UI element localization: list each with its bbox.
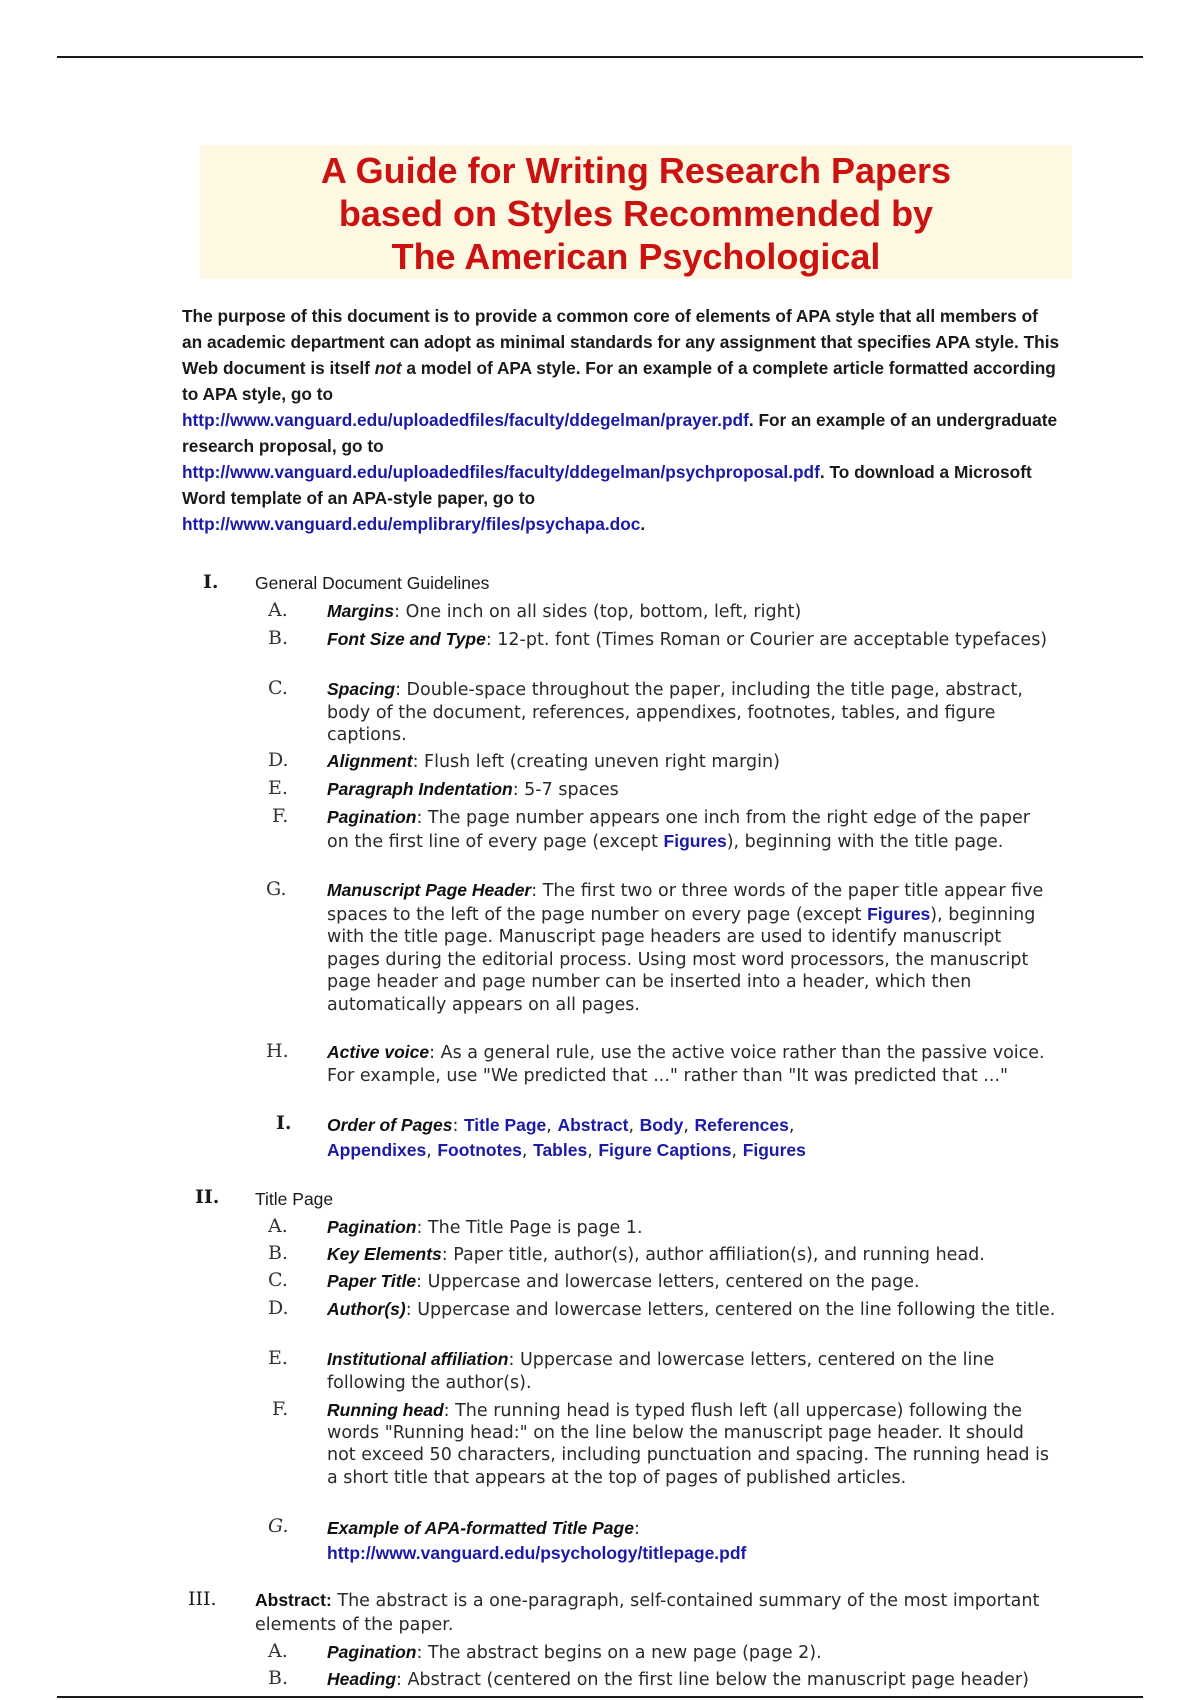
- list-item: Order of Pages: Title Page, Abstract, Body, References, Appendixes, Footnotes, Tables, Figure Captions, Figures: [327, 1115, 806, 1161]
- item-letter: A.: [268, 1215, 288, 1237]
- order-of-pages-link[interactable]: References: [694, 1115, 789, 1135]
- order-of-pages-link[interactable]: Body: [639, 1115, 684, 1135]
- list-item: Font Size and Type: 12-pt. font (Times Roman or Courier are acceptable typefaces): [327, 629, 1048, 650]
- section-title: Title Page: [255, 1189, 334, 1209]
- item-letter: B.: [268, 627, 289, 649]
- list-item: Manuscript Page Header: The first two or three words of the paper title appear five spaces to the left of the page number on every page (except Figures), beginning with the title page. Manuscript page headers are used to identify manuscript pages during the editorial process. Using most word processors, the manuscript page header and page number can be inserted into a header, which then automatically appears on all pages.: [327, 880, 1044, 1015]
- titlepage-pdf-link[interactable]: http://www.vanguard.edu/psychology/titlepage.pdf: [327, 1543, 747, 1563]
- item-letter: F.: [272, 805, 289, 827]
- item-letter: B.: [268, 1667, 289, 1689]
- prayer-pdf-link[interactable]: http://www.vanguard.edu/uploadedfiles/faculty/ddegelman/prayer.pdf: [182, 410, 749, 430]
- page-title-line-2: based on Styles Recommended by: [338, 193, 934, 234]
- item-letter: H.: [266, 1040, 289, 1062]
- item-letter: A.: [268, 1640, 288, 1662]
- order-of-pages-link[interactable]: Figure Captions: [598, 1140, 732, 1160]
- list-item: Alignment: Flush left (creating uneven right margin): [327, 751, 780, 772]
- order-of-pages-link[interactable]: Tables: [533, 1140, 588, 1160]
- order-of-pages-link[interactable]: Footnotes: [437, 1140, 522, 1160]
- item-letter: A.: [268, 599, 288, 621]
- item-letter: D.: [268, 749, 289, 771]
- order-of-pages-link[interactable]: Abstract: [557, 1115, 629, 1135]
- order-of-pages-link[interactable]: Appendixes: [327, 1140, 427, 1160]
- intro-paragraph: The purpose of this document is to provide a common core of elements of APA style that all members of an academic department can adopt as minimal standards for any assignment that specifies APA style. This Web document is itself not a model of APA style. For an example of a complete article formatted according to APA style, go to http://www.vanguard.edu/uploadedfiles/faculty/ddegelman/prayer.pdf. For an example of an undergraduate research proposal, go to http://www.vanguard.edu/uploadedfiles/faculty/ddegelman/psychproposal.pdf. To download a Microsoft Word template of an APA-style paper, go to http://www.vanguard.edu/emplibrary/files/psychapa.doc.: [182, 306, 1060, 534]
- section-number: II.: [195, 1186, 220, 1208]
- proposal-pdf-link[interactable]: http://www.vanguard.edu/uploadedfiles/faculty/ddegelman/psychproposal.pdf: [182, 462, 820, 482]
- list-item: Example of APA-formatted Title Page: http://www.vanguard.edu/psychology/titlepage.pdf: [327, 1518, 747, 1563]
- section-number: III.: [188, 1588, 217, 1610]
- list-item: Running head: The running head is typed flush left (all uppercase) following the words "Running head:" on the line below the manuscript page header. It should not exceed 50 characters, including punctuation and spacing. The running head is a short title that appears at the top of pages of published articles.: [327, 1400, 1050, 1488]
- item-letter: G.: [268, 1515, 289, 1537]
- section-title: General Document Guidelines: [255, 573, 490, 593]
- list-item: Paragraph Indentation: 5-7 spaces: [327, 779, 619, 800]
- list-item: Pagination: The Title Page is page 1.: [327, 1217, 643, 1238]
- item-letter: F.: [272, 1398, 289, 1420]
- list-item: Institutional affiliation: Uppercase and lowercase letters, centered on the line following the author(s).: [327, 1349, 995, 1393]
- list-item: Key Elements: Paper title, author(s), author affiliation(s), and running head.: [327, 1244, 985, 1265]
- list-item: Pagination: The abstract begins on a new page (page 2).: [327, 1642, 822, 1663]
- item-letter: G.: [266, 878, 287, 900]
- list-item: Paper Title: Uppercase and lowercase letters, centered on the page.: [327, 1271, 920, 1292]
- title-banner: [200, 145, 1072, 279]
- list-item: Heading: Abstract (centered on the first line below the manuscript page header): [327, 1669, 1029, 1690]
- top-rule: [57, 56, 1143, 58]
- list-item: Active voice: As a general rule, use the active voice rather than the passive voice. For example, use "We predicted that ..." rather than "It was predicted that ...": [327, 1042, 1045, 1086]
- list-item: Pagination: The page number appears one inch from the right edge of the paper on the first line of every page (except Figures), beginning with the title page.: [327, 807, 1030, 852]
- page-title-line-1: A Guide for Writing Research Papers: [320, 150, 952, 191]
- item-letter: B.: [268, 1242, 289, 1264]
- item-letter: D.: [268, 1297, 289, 1319]
- item-letter: C.: [268, 677, 288, 699]
- item-letter: E.: [268, 777, 288, 799]
- item-letter: I.: [276, 1112, 292, 1134]
- figures-link[interactable]: Figures: [867, 903, 931, 924]
- list-item: Spacing: Double-space throughout the paper, including the title page, abstract, body of the document, references, appendixes, footnotes, tables, and figure captions.: [327, 679, 1023, 745]
- bottom-rule: [57, 1696, 1143, 1698]
- template-doc-link[interactable]: http://www.vanguard.edu/emplibrary/files/psychapa.doc: [182, 514, 641, 534]
- order-of-pages-link[interactable]: Figures: [742, 1140, 806, 1160]
- list-item: Author(s): Uppercase and lowercase letters, centered on the line following the title.: [327, 1299, 1056, 1320]
- section-number: I.: [203, 571, 219, 593]
- figures-link[interactable]: Figures: [663, 830, 727, 851]
- abstract-paragraph: Abstract: The abstract is a one-paragraph, self-contained summary of the most important elements of the paper.: [255, 1590, 1040, 1635]
- item-letter: E.: [268, 1347, 288, 1369]
- list-item: Margins: One inch on all sides (top, bottom, left, right): [327, 601, 802, 622]
- order-of-pages-link[interactable]: Title Page: [463, 1115, 547, 1135]
- page-title-line-3: The American Psychological: [391, 236, 881, 277]
- item-letter: C.: [268, 1269, 288, 1291]
